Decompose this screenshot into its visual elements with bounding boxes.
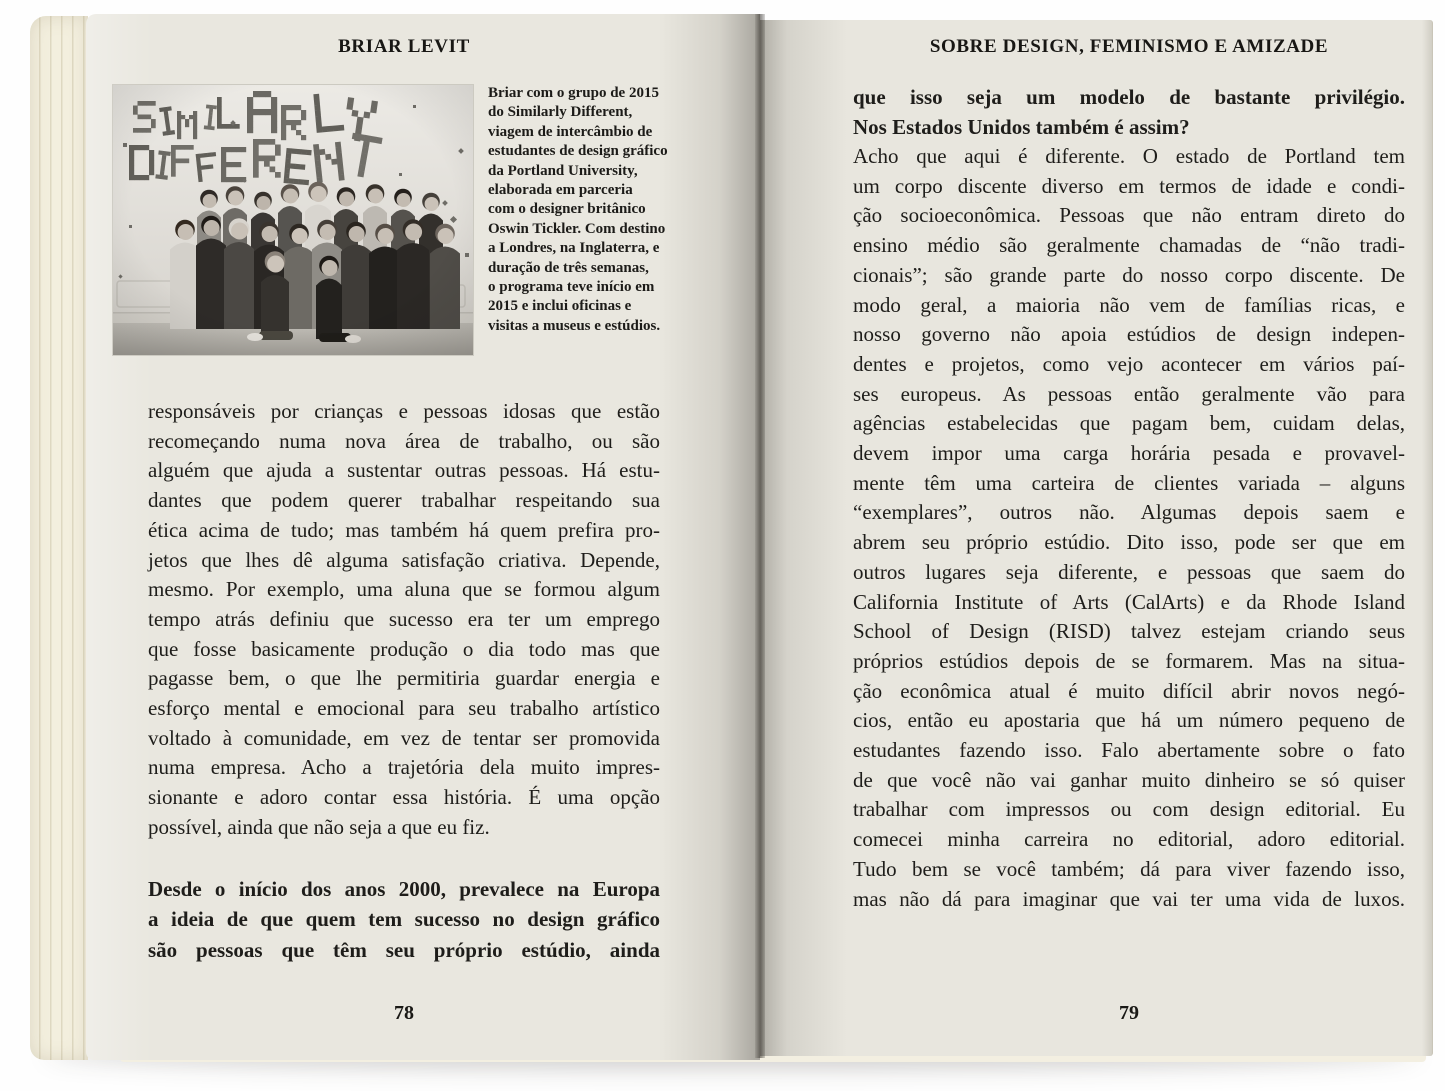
text-line: ção econômica atual é muito difícil abrir novos negó- [853,678,1405,703]
right-body-text [853,142,1405,914]
text-line: visitas a museus e estúdios. [488,317,661,334]
text-line: a Londres, na Inglaterra, e [488,240,660,257]
text-line: sionante e adoro contar essa história. É uma opção [148,785,660,810]
text-line: California Institute of Arts (CalArts) e da Rhode Island [853,589,1405,614]
text-line: School of Design (RISD) talvez estejam criando seus [853,619,1405,644]
group-photo [113,85,473,355]
text-line: viagem de intercâmbio de [488,123,653,140]
text-line: Oswin Tickler. Com destino [488,220,666,237]
left-page-number: 78 [394,1002,414,1024]
text-line: dantes que podem querer trabalhar respeitando sua [148,488,660,513]
text-line: numa empresa. Acho a trajetória dela muito impres- [148,755,660,780]
text-line: alguém que ajuda a sustentar outras pessoas. Há estu- [148,458,660,483]
text-line: elaborada em parceria [488,182,633,199]
text-line: um corpo discente diverso em termos de idade e condi- [853,173,1405,198]
text-line: nosso governo não apoia estúdios de design indepen- [853,322,1405,347]
text-line: próprios estúdios depois de se formarem. Mas na situa- [853,648,1405,673]
text-line: Acho que aqui é diferente. O estado de Portland tem [853,144,1405,168]
left-bold-paragraph [148,874,660,965]
text-line: duração de três semanas, [488,259,649,276]
right-page-number: 79 [1119,1002,1139,1024]
text-line: recomeçando numa nova área de trabalho, ou são [148,428,660,453]
text-line: mas não dá para imaginar que vai ter uma vida de luxos. [853,886,1405,911]
text-line: modo geral, a maioria não vem de famílias ricas, e [853,292,1405,317]
text-line: voltado à comunidade, em vez de tentar ser promovida [148,725,660,750]
text-line: 2015 e inclui oficinas e [488,298,632,315]
text-line: estudantes fazendo isso. Falo abertamente sobre o fato [853,738,1405,763]
running-header-left: BRIAR LEVIT [338,36,470,57]
page-edge-stack [30,16,88,1060]
interview-question-bold [853,82,1405,142]
text-line: comecei minha carreira no editorial, adoro editorial. [853,827,1405,852]
text-line: pagasse bem, o que lhe permitiria guardar energia e [148,666,660,691]
text-line: são pessoas que têm seu próprio estúdio, ainda [148,937,660,962]
text-line: responsáveis por crianças e pessoas idosas que estão [148,399,660,423]
text-line: ensino médio são geralmente chamadas de “não tradi- [853,233,1405,258]
text-line: trabalhar com impressos ou com design editorial. Eu [853,797,1405,822]
text-line: estudantes de design gráfico [488,143,668,160]
text-line: outros lugares seja diferente, e pessoas que saem do [853,559,1405,584]
left-body-text [148,397,660,843]
text-line: que fosse basicamente produção o dia todo mas que [148,636,660,661]
running-header-right: SOBRE DESIGN, FEMINISMO E AMIZADE [929,36,1329,57]
text-line: Nos Estados Unidos também é assim? [853,115,1190,139]
text-line: a ideia de que quem tem sucesso no design gráfico [148,907,660,932]
text-line: agências estabelecidas que pagam bem, cuidam delas, [853,411,1405,436]
text-line: jetos que lhes dê alguma satisfação criativa. Depende, [148,547,660,572]
group-photo-illustration [113,85,473,355]
text-line: que isso seja um modelo de bastante privilégio. [853,85,1405,109]
photo-caption [488,84,700,336]
gutter-seam [755,14,765,1058]
text-line: Desde o início dos anos 2000, prevalece na Europa [148,877,660,901]
text-line: de que você não vai ganhar muito dinheiro se só quiser [853,767,1405,792]
text-line: abrem seu próprio estúdio. Dito isso, pode ser que em [853,530,1405,555]
text-line: com o designer britânico [488,201,646,218]
text-line: do Similarly Different, [488,104,633,121]
text-line: cionais”; são grande parte do nosso corpo discente. De [853,262,1405,287]
text-line: devem impor uma carga horária pesada e provavel- [853,441,1405,466]
text-line: cios, então eu apostaria que há um número pequeno de [853,708,1405,733]
text-line: Tudo bem se você também; dá para viver fazendo isso, [853,856,1405,881]
text-line: esforço mental e emocional para seu trabalho artístico [148,696,660,721]
text-line: dentes e projetos, como vejo acontecer em vários paí- [853,351,1405,376]
text-line: tempo atrás definiu que sucesso era ter um emprego [148,606,660,631]
text-line: “exemplares”, outros não. Algumas depois saem e [853,500,1405,525]
text-line: ção socioeconômica. Pessoas que não entram direto do [853,203,1405,228]
text-line: Briar com o grupo de 2015 [488,85,659,101]
text-line: o programa teve início em [488,279,655,296]
text-line: ses europeus. As pessoas então geralmente vão para [853,381,1405,406]
text-line: possível, ainda que não seja a que eu fiz. [148,814,490,839]
text-line: mente têm uma carteira de clientes variada – alguns [853,470,1405,495]
text-line: da Portland University, [488,162,638,179]
right-page [760,20,1433,1056]
text-line: mesmo. Por exemplo, uma aluna que se formou algum [148,577,660,602]
text-line: ética acima de tudo; mas também há quem prefira pro- [148,517,660,542]
left-page [86,14,760,1060]
